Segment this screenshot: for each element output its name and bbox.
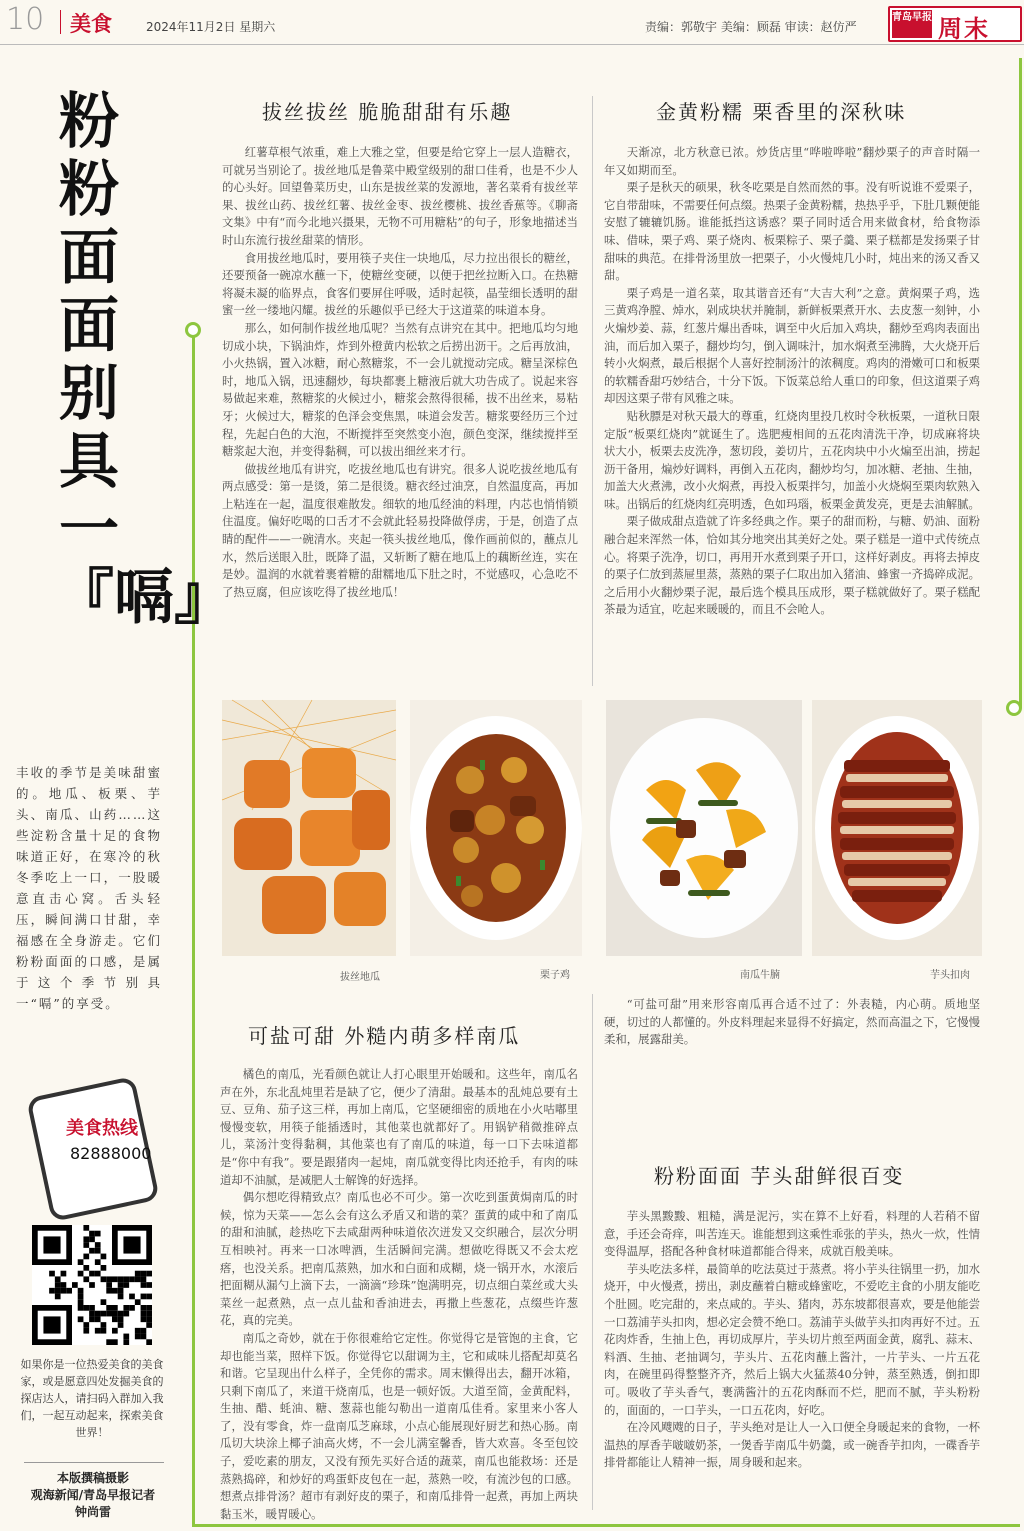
issue-date: 2024年11月2日 星期六 — [146, 20, 276, 34]
paragraph: 栗子鸡是一道名菜，取其谐音还有“大吉大利”之意。黄焖栗子鸡，选三黄鸡净膛、焯水，剁成块状并腌制，新鲜板栗煮开水、去皮葱一刻钟，小火煸炒姜、蒜，红葱片爆出香味，调至中火后加入鸡块，翻炒至鸡肉表面出油，而后加入栗子，翻炒均匀，倒入调味汁，加水焖煮至沸腾，大火烧开后转小火焖煮，最后根据个人喜好控制汤汁的浓稠度。鸡肉的滑嫩可口和板栗的软糯香甜巧妙结合，十分下饭。下饭菜总给人重口的印象，但这道栗子鸡却因这栗子带有风雅之味。 — [604, 285, 980, 406]
newspaper-logo — [888, 6, 1022, 42]
article-body-sweet-potato — [222, 144, 578, 682]
article-title-taro: 粉粉面面 芋头甜鲜很百变 — [654, 1164, 905, 1188]
article-body-pumpkin-left — [220, 1066, 578, 1521]
frame-dot-right — [1006, 700, 1022, 716]
paragraph: 偶尔想吃得精致点？南瓜也必不可少。第一次吃到蛋黄焗南瓜的时候，惊为天菜——怎么会有这么矛盾又和谐的菜？蛋黄的咸中和了南瓜的甜和油腻，趁热吃下去咸甜两种味道依次迸发又交织融合，层次分明互相映衬。再来一口冰啤酒，生活瞬间完满。想做吃得既又不会太疙瘩，也没关系。把南瓜蒸熟，加水和白面和成糊，烧一锅开水，水滚后把面糊从漏勺上滴下去，一滴滴“珍珠”饱满明亮，切点细白菜丝或大头菜丝一起煮熟，点一点儿盐和香油进去，再撒上些葱花，点缀些许葱花，真的完美。 — [220, 1190, 578, 1328]
paragraph: 天渐凉，北方秋意已浓。炒货店里“哗啦哗啦”翻炒栗子的声音时隔一年又如期而至。 — [604, 145, 980, 177]
logo-mark: 青岛早报 — [892, 10, 932, 38]
qr-note: 如果你是一位热爱美食的美食家，或是愿意四处发掘美食的探店达人，请扫码入群加入我们，一起互动起来，探索美食世界！ — [20, 1358, 164, 1439]
hotline-number: 82888000 — [70, 1144, 152, 1163]
paragraph: 食用拔丝地瓜时，要用筷子夹住一块地瓜，尽力拉出很长的糖丝，还要预备一碗凉水蘸一下，使糖丝变硬，以便于把丝拉断入口。在热糖将凝未凝的临界点，食客们要屏住呼吸，适时起筷，晶莹细长透明的甜蜜一丝一缕地闪耀。拔丝的乐趣似乎已经大于这道菜的味道本身。 — [222, 250, 578, 318]
caption-taro-pork: 芋头扣肉 — [930, 970, 970, 981]
byline-line1: 本版撰稿摄影 — [56, 1471, 129, 1485]
feature-intro: 丰收的季节是美味甜蜜的。地瓜、板栗、芋头、南瓜、山药……这些淀粉含量十足的食物味道正好，在寒冷的秋冬季吃上一口，一股暖意直击心窝。舌头轻压，瞬间满口甘甜，幸福感在全身游走。它们粉粉面面的口感，是属于这个季节别具一“嗝”的享受。 — [16, 765, 162, 1011]
page-header — [0, 0, 1024, 44]
qr-code[interactable] — [32, 1225, 152, 1345]
byline-rule — [24, 1462, 164, 1463]
byline-line3: 钟尚雷 — [74, 1505, 111, 1519]
paragraph: 做拔丝地瓜有讲究，吃拔丝地瓜也有讲究。很多人说吃拔丝地瓜有两点感受：第一是烫，第二是很烫。糖衣经过油烹，自然温度高，再加上粘连在一起，温度很难散发。细软的地瓜经油的料理，内芯也悄悄锁住温度。偏好吃喝的口舌才不会就此轻易投降做俘虏，于是，创造了点睛的配件——一碗清水。夹起一筷头拔丝地瓜，像作画前似的，蘸点儿水，然后送眼入肚，既降了温，又斩断了糖在地瓜上的藕断丝连，实在是妙。温润的水就着裹着糖的甜糯地瓜下肚之时，不觉感叹，心急吃不了热豆腐，但应该吃得了拔丝地瓜！ — [222, 461, 578, 599]
header-rule — [0, 44, 1024, 45]
logo-weekend: 周末 — [938, 15, 990, 43]
paragraph: 橘色的南瓜，光看颜色就让人打心眼里开始暖和。这些年，南瓜名声在外，东北乱炖里若是缺了它，便少了清甜。最基本的乱炖总要有土豆、豆角、茄子这三样，再加上南瓜，它坚硬细密的质地在小火咕嘟里慢慢变软，用筷子能插透时，其他菜也就都好了。用锅铲稍微推碎点儿，菜汤汁变得黏稠，其他菜也有了南瓜的味道，每一口下去味道都是“你中有我”。要是跟猪肉一起炖，南瓜就变得比肉还抢手，有肉的味道却不油腻，是减肥人士解馋的好选择。 — [220, 1067, 578, 1187]
paragraph: 红薯草根气浓重，难上大雅之堂，但要是给它穿上一层人造糖衣，可就另当别论了。拔丝地瓜是鲁菜中殿堂级别的甜口佳肴，也是不少人的心头好。回望鲁菜历史，山东是拔丝菜的发源地，著名菜肴有拔丝苹果、拔丝山药、拔丝红薯、拔丝金枣、拔丝樱桃、拔丝香蕉等。《聊斋文集》中有“而今北地兴摄果，无物不可用糖粘”的句子，形象地描述当时山东流行拔丝甜菜的情形。 — [222, 145, 578, 247]
frame-right — [1012, 58, 1022, 708]
article-body-taro — [604, 1208, 980, 1508]
column-divider — [592, 994, 593, 1510]
caption-pumpkin-beef: 南瓜牛腩 — [740, 970, 780, 981]
paragraph: 栗子做成甜点造就了许多经典之作。栗子的甜而粉，与糖、奶油、面粉融合起来浑然一体，恰如其分地突出其美好之处。栗子糕是一道中式传统点心。将栗子洗净，切口，再用开水煮到栗子开口，这样好剥皮。再将去掉皮的栗子仁放到蒸屉里蒸，蒸熟的栗子仁取出加入猪油、蜂蜜一齐捣碎成泥。之后用小火翻炒栗子泥，最后选个模具压成形，栗子糕就做好了。栗子糕配茶最为适宜，吃起来暖暖的，而且不会呛人。 — [604, 514, 980, 617]
frame-dot-left — [185, 322, 201, 338]
photo-pumpkin-beef — [606, 700, 802, 956]
feature-title: 粉粉面面 别具一『嗝』 — [54, 87, 234, 633]
page-number: 10 — [6, 2, 45, 37]
caption-chestnut-chicken: 栗子鸡 — [540, 970, 570, 981]
header-divider — [60, 10, 61, 34]
byline — [18, 1470, 168, 1521]
paragraph: 那么，如何制作拔丝地瓜呢？当然有点讲究在其中。把地瓜均匀地切成小块，下锅油炸，炸到外橙黄内松软之后捞出沥干。之后再放油，小火热锅，置入冰糖，耐心熬糖浆，不一会儿就搅动完成。糖呈深棕色时，地瓜入锅，迅速翻炒，每块都裹上糖液后就大功告成了。说起来容易做起来难，熬糖浆的火候过小，糖浆会熬得很稀，拔不出丝来，易粘牙；火候过大，糖浆的色泽会变焦黑，味道会发苦。糖浆要经历三个过程，先起白色的大泡，不断搅拌至突然变小泡，颜色变深，继续搅拌至糖浆起大泡，并变得黏稠，可以拔出细丝来才行。 — [222, 320, 578, 459]
editor-credits: 责编：郭敬宇 美编：顾磊 审读：赵仿严 — [645, 20, 857, 34]
photo-taro-pork — [812, 700, 982, 956]
paragraph: 在冷风飕飕的日子，芋头绝对是让人一入口便全身暖起来的食物，一杯温热的厚香芋啵啵奶茶，一煲香芋南瓜牛奶羹，或一碗香芋扣肉，一碟香芋排骨都能让人精神一振，周身暖和起来。 — [604, 1420, 980, 1470]
article-title-sweet-potato: 拔丝拔丝 脆脆甜甜有乐趣 — [262, 100, 513, 124]
paragraph: 南瓜之奇妙，就在于你很难给它定性。你觉得它是管饱的主食，它却也能当菜，照样下饭。你觉得它以甜调为主，它和咸味儿搭配却莫名和谐。它呈现出什么样子，全凭你的需求。周末懒得出去，翻开冰箱，只剩下南瓜了，来道干烧南瓜，也是一顿好饭。大道至简，金黄配料，生抽、醋、蚝油、糖、葱蒜也能勾勒出一道南瓜佳肴。家里来小客人了，没有零食，炸一盘南瓜芝麻球，小点心能展现好厨艺和热心肠。南瓜切大块涂上椰子油高火烤，不一会儿满室馨香，皆大欢喜。冬至包饺子，爱吃素的朋友，又没有预先买好合适的蔬菜，南瓜也能救场：还是蒸熟捣碎，和炒好的鸡蛋虾皮包在一起，蒸熟一咬，有流沙包的口感。想煮点排骨汤？超市有剥好皮的栗子，和南瓜排骨一起煮，再加上两块黏玉米，暖胃暖心。 — [220, 1330, 578, 1521]
paragraph: 贴秋膘是对秋天最大的尊重，红烧肉里投几枚时令秋板栗，一道秋日限定版“板栗红烧肉”就诞生了。选肥瘦相间的五花肉清洗干净，切成麻将块状大小，板栗去皮洗净，葱切段，姜切片，五花肉块中小火煸至出油，捞起沥干备用，煸炒好调料，再倒入五花肉，翻炒均匀，加冰糖、老抽、生抽，加盖大火煮沸，改小火焖煮，再投入板栗拌匀，加盖小火烧焖至栗肉软熟入味。出锅后的红烧肉红亮明透，色如玛瑙，板栗金黄发亮，更是去油解腻。 — [604, 408, 980, 511]
paragraph: 栗子是秋天的硕果，秋冬吃栗是自然而然的事。没有听说谁不爱栗子，它自带甜味，不需要任何点缀。热栗子金黄粉糯，热热乎乎，下肚几颗便能安慰了辘辘饥肠。谁能抵挡这诱惑？栗子同时适合用来做食材，给食物添味、借味，栗子鸡、栗子烧肉、板栗粽子、栗子羹、栗子糕都是发扬栗子甘甜味的典范。在排骨汤里放一把栗子，小火慢炖几小时，炖出来的汤又香又甜。 — [604, 180, 980, 283]
byline-line2: 观海新闻/青岛早报记者 — [30, 1488, 156, 1502]
caption-sweet-potato: 拔丝地瓜 — [340, 972, 380, 983]
article-title-pumpkin: 可盐可甜 外糙内萌多样南瓜 — [248, 1024, 521, 1048]
hotline-label: 美食热线 — [66, 1118, 138, 1139]
paragraph: “可盐可甜”用来形容南瓜再合适不过了：外表糙，内心萌。质地坚硬，切过的人都懂的。外皮料理起来显得不好搞定，然而高温之下，它慢慢柔和，展露甜美。 — [604, 997, 980, 1047]
section-name: 美食 — [70, 12, 112, 36]
article-body-chestnut — [604, 144, 980, 682]
article-body-pumpkin-right — [604, 996, 980, 1138]
article-title-chestnut: 金黄粉糯 栗香里的深秋味 — [656, 100, 907, 124]
column-divider — [592, 96, 593, 686]
paragraph: 芋头黑黢黢、粗糙，满是泥污，实在算不上好看，料理的人若稍不留意，手还会奇痒，叫苦连天。谁能想到这乘性乖张的芋头，热火一炊，性情变得温厚，搭配各种食材味道都能合得来，成就百般美味。 — [604, 1209, 980, 1259]
paragraph: 芋头吃法多样，最简单的吃法莫过于蒸煮。将小芋头往锅里一扔，加水烧开，中火慢煮，捞出，剥皮蘸着白糖或蜂蜜吃，不爱吃主食的小朋友能吃个肚圆。吃完甜的，来点咸的。芋头、猪肉，苏东坡都很喜欢，要是他能尝一口荔浦芋头扣肉，想必定会赞不绝口。荔浦芋头做芋头扣肉再好不过。五花肉炸香，生抽上色，再切成厚片，芋头切片煎至两面金黄，腐乳、蒜末、料酒、生抽、老抽调匀，芋头片、五花肉蘸上酱汁，一片芋头、一片五花肉，在碗里码得整整齐齐，然后上锅大火猛蒸40分钟，蒸至熟透，倒扣即可。吸收了芋头香气，裹满酱汁的五花肉酥而不烂，肥而不腻，芋头粉粉的，面面的，一口芋头，一口五花肉，好吃。 — [604, 1261, 980, 1417]
photo-sweet-potato — [222, 700, 396, 956]
photo-chestnut-chicken — [410, 700, 582, 956]
